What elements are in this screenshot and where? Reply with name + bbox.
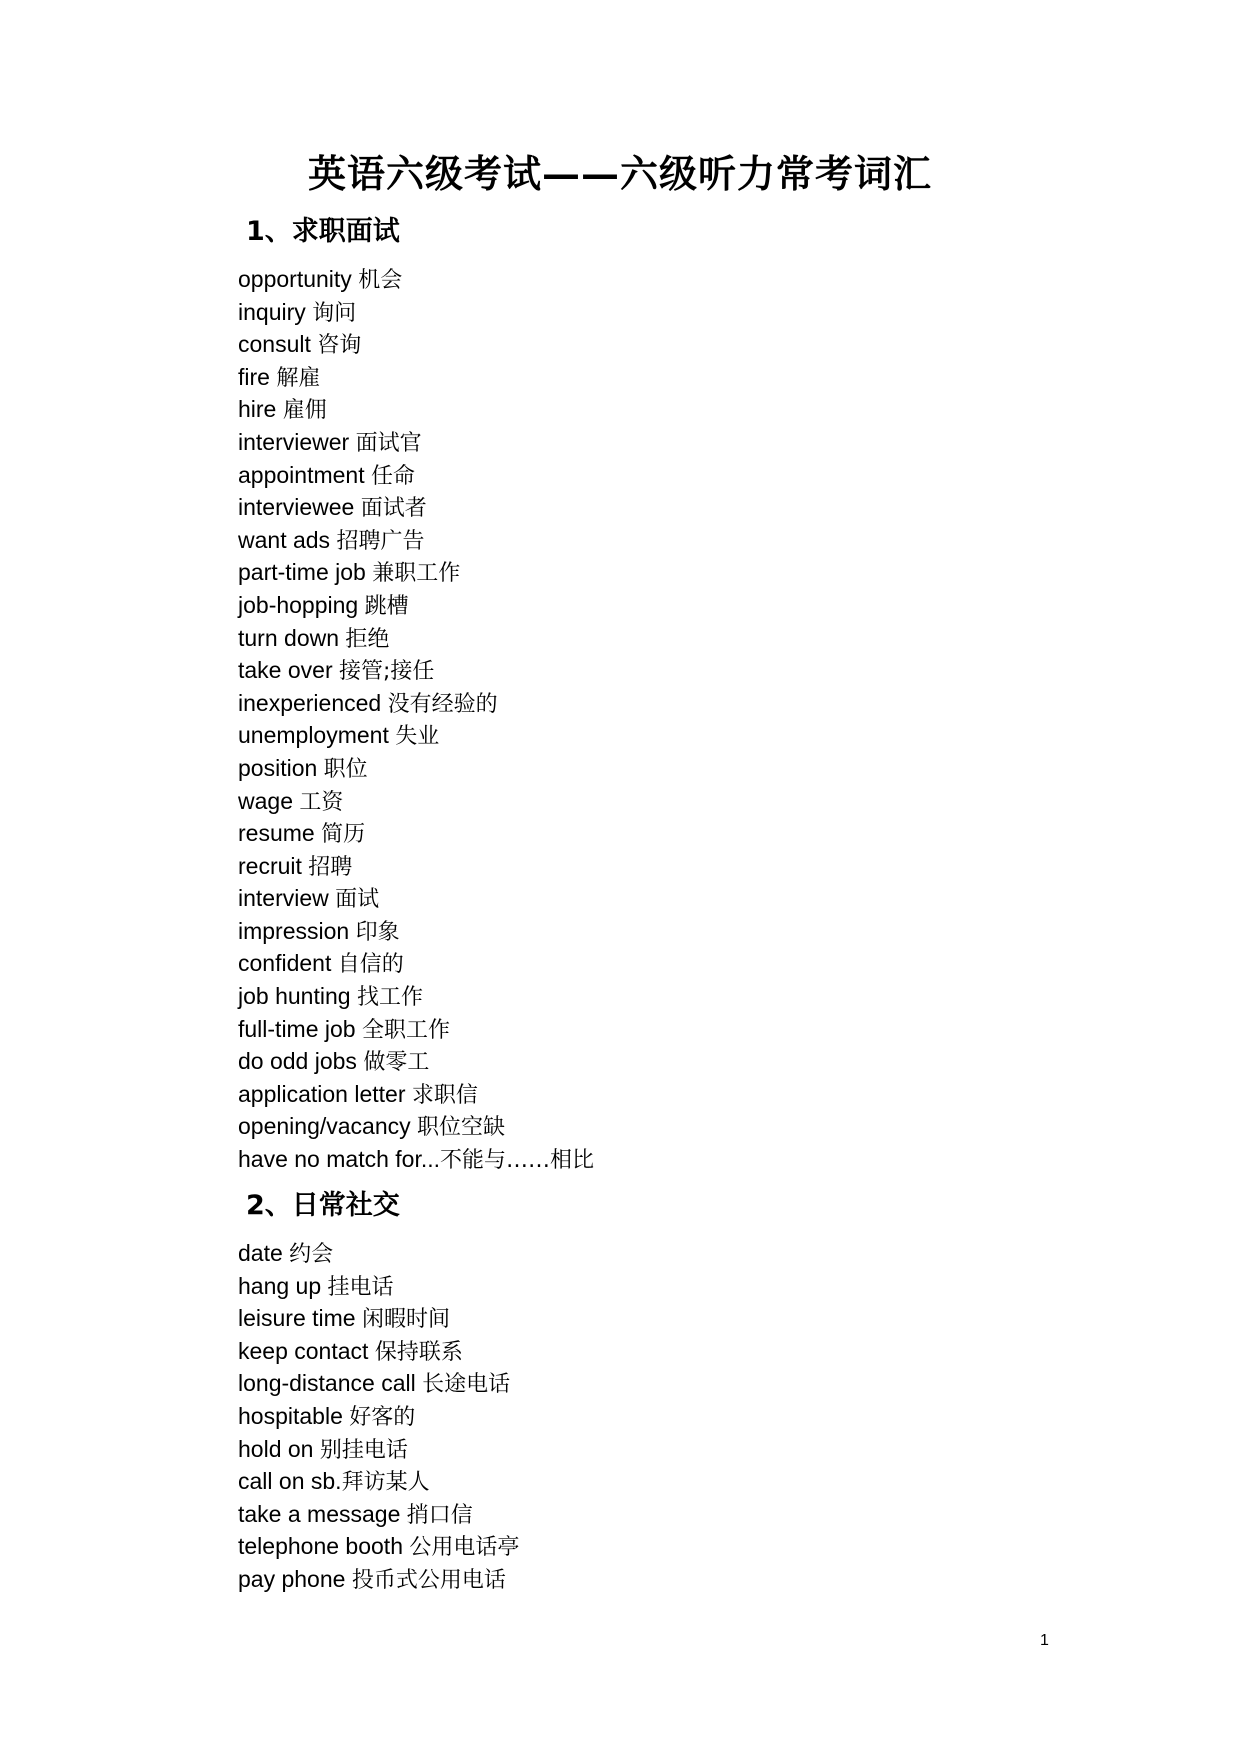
vocab-list-daily-social — [238, 1237, 519, 1596]
vocab-entry — [238, 361, 594, 394]
vocab-entry — [238, 752, 594, 785]
vocab-meaning: 接管;接任 — [339, 659, 435, 685]
vocab-list-job-interview — [238, 263, 594, 1176]
vocab-entry — [238, 589, 594, 622]
vocab-entry — [238, 785, 594, 818]
vocab-meaning: 投币式公用电话 — [351, 1567, 506, 1593]
vocab-term: have no match for... — [238, 1146, 441, 1173]
document-title: 英语六级考试——六级听力常考词汇 — [307, 151, 932, 196]
vocab-entry — [238, 1335, 519, 1368]
vocab-entry — [238, 882, 594, 915]
vocab-entry — [238, 556, 594, 589]
vocab-term: fire — [238, 363, 270, 390]
vocab-term: hang up — [238, 1272, 322, 1299]
vocab-meaning: 询问 — [312, 300, 357, 326]
vocab-entry — [238, 1013, 594, 1046]
vocab-meaning: 拒绝 — [345, 626, 390, 652]
vocab-term: opportunity — [238, 266, 352, 292]
vocab-meaning: 任命 — [370, 463, 415, 489]
vocab-term: full-time job — [238, 1015, 356, 1042]
vocab-meaning: 求职信 — [411, 1082, 478, 1108]
vocab-term: hospitable — [238, 1402, 343, 1429]
vocab-entry — [238, 1563, 519, 1596]
vocab-meaning: 拜访某人 — [341, 1470, 430, 1496]
vocab-meaning: 职位空缺 — [417, 1115, 506, 1141]
vocab-meaning: 面试 — [335, 887, 380, 913]
vocab-entry — [238, 263, 594, 296]
vocab-meaning: 招聘广告 — [336, 528, 425, 554]
vocab-entry — [238, 1110, 594, 1143]
vocab-term: recruit — [238, 852, 302, 879]
vocab-meaning: 面试者 — [360, 496, 427, 522]
section-heading-daily-social: 2、日常社交 — [246, 1190, 400, 1221]
vocab-entry — [238, 817, 594, 850]
vocab-entry — [238, 980, 594, 1013]
vocab-entry — [238, 1270, 519, 1303]
vocab-term: interviewee — [238, 494, 355, 521]
vocab-meaning: 兼职工作 — [372, 561, 461, 587]
vocab-entry — [238, 1367, 519, 1400]
vocab-meaning: 约会 — [289, 1242, 334, 1267]
vocab-meaning: 机会 — [358, 268, 403, 293]
vocab-entry — [238, 1530, 519, 1563]
vocab-term: do odd jobs — [238, 1048, 357, 1075]
vocab-meaning: 不能与……相比 — [440, 1148, 595, 1174]
section-heading-job-interview: 1、求职面试 — [246, 216, 400, 247]
vocab-entry — [238, 915, 594, 948]
vocab-entry — [238, 296, 594, 329]
vocab-entry — [238, 850, 594, 883]
vocab-entry — [238, 393, 594, 426]
vocab-term: impression — [238, 917, 350, 944]
vocab-term: take a message — [238, 1500, 401, 1527]
vocab-term: opening/vacancy — [238, 1113, 411, 1140]
vocab-entry — [238, 1237, 519, 1270]
vocab-term: telephone booth — [238, 1533, 403, 1560]
vocab-meaning: 招聘 — [308, 854, 353, 880]
vocab-term: resume — [238, 820, 315, 847]
vocab-meaning: 长途电话 — [422, 1372, 511, 1398]
vocab-term: date — [238, 1240, 283, 1266]
vocab-entry — [238, 687, 594, 720]
vocab-meaning: 简历 — [321, 822, 366, 848]
vocab-meaning: 没有经验的 — [387, 691, 498, 717]
vocab-meaning: 找工作 — [356, 985, 423, 1011]
vocab-meaning: 保持联系 — [374, 1339, 463, 1365]
vocab-entry — [238, 1302, 519, 1335]
vocab-meaning: 做零工 — [363, 1050, 430, 1076]
vocab-term: wage — [238, 787, 293, 814]
page-number: 1 — [1040, 1632, 1049, 1649]
vocab-meaning: 别挂电话 — [319, 1437, 408, 1463]
vocab-entry — [238, 1433, 519, 1466]
vocab-term: hold on — [238, 1435, 314, 1462]
vocab-term: call on sb. — [238, 1468, 342, 1495]
vocab-meaning: 好客的 — [349, 1404, 416, 1430]
vocab-meaning: 工资 — [299, 789, 344, 815]
vocab-entry — [238, 1498, 519, 1531]
vocab-term: want ads — [238, 526, 331, 553]
vocab-entry — [238, 491, 594, 524]
vocab-term: position — [238, 754, 318, 781]
vocab-entry — [238, 524, 594, 557]
vocab-term: interview — [238, 885, 329, 912]
vocab-meaning: 面试官 — [355, 430, 422, 456]
vocab-meaning: 跳槽 — [364, 593, 409, 619]
vocab-entry — [238, 719, 594, 752]
vocab-term: inquiry — [238, 298, 306, 325]
vocab-term: long-distance call — [238, 1370, 416, 1397]
vocab-meaning: 全职工作 — [362, 1017, 451, 1043]
vocab-term: turn down — [238, 624, 340, 651]
vocab-entry — [238, 947, 594, 980]
vocab-term: hire — [238, 396, 277, 423]
vocab-meaning: 捎口信 — [406, 1502, 473, 1528]
vocab-term: job hunting — [238, 983, 351, 1010]
vocab-term: pay phone — [238, 1565, 346, 1592]
vocab-entry — [238, 1078, 594, 1111]
vocab-entry — [238, 459, 594, 492]
vocab-term: take over — [238, 657, 333, 684]
vocab-meaning: 雇佣 — [282, 398, 327, 424]
vocab-entry — [238, 1400, 519, 1433]
vocab-meaning: 闲暇时间 — [362, 1307, 451, 1333]
vocab-term: appointment — [238, 461, 365, 488]
vocab-meaning: 自信的 — [337, 952, 404, 978]
vocab-term: inexperienced — [238, 689, 382, 716]
vocab-term: part-time job — [238, 559, 366, 586]
vocab-entry — [238, 1465, 519, 1498]
vocab-meaning: 职位 — [323, 756, 368, 782]
vocab-entry — [238, 622, 594, 655]
vocab-term: confident — [238, 950, 332, 977]
vocab-meaning: 挂电话 — [327, 1274, 394, 1300]
vocab-entry — [238, 1143, 594, 1176]
vocab-term: leisure time — [238, 1305, 356, 1332]
vocab-term: application letter — [238, 1080, 406, 1107]
vocab-term: unemployment — [238, 722, 389, 749]
vocab-meaning: 咨询 — [317, 333, 362, 359]
vocab-entry — [238, 426, 594, 459]
vocab-term: job-hopping — [238, 591, 359, 618]
vocab-term: consult — [238, 331, 311, 358]
vocab-meaning: 解雇 — [276, 365, 321, 391]
vocab-meaning: 印象 — [355, 919, 400, 945]
vocab-term: interviewer — [238, 428, 350, 455]
vocab-meaning: 公用电话亭 — [409, 1535, 520, 1561]
vocab-entry — [238, 654, 594, 687]
vocab-entry — [238, 328, 594, 361]
vocab-entry — [238, 1045, 594, 1078]
vocab-term: keep contact — [238, 1337, 369, 1364]
vocab-meaning: 失业 — [395, 724, 440, 750]
